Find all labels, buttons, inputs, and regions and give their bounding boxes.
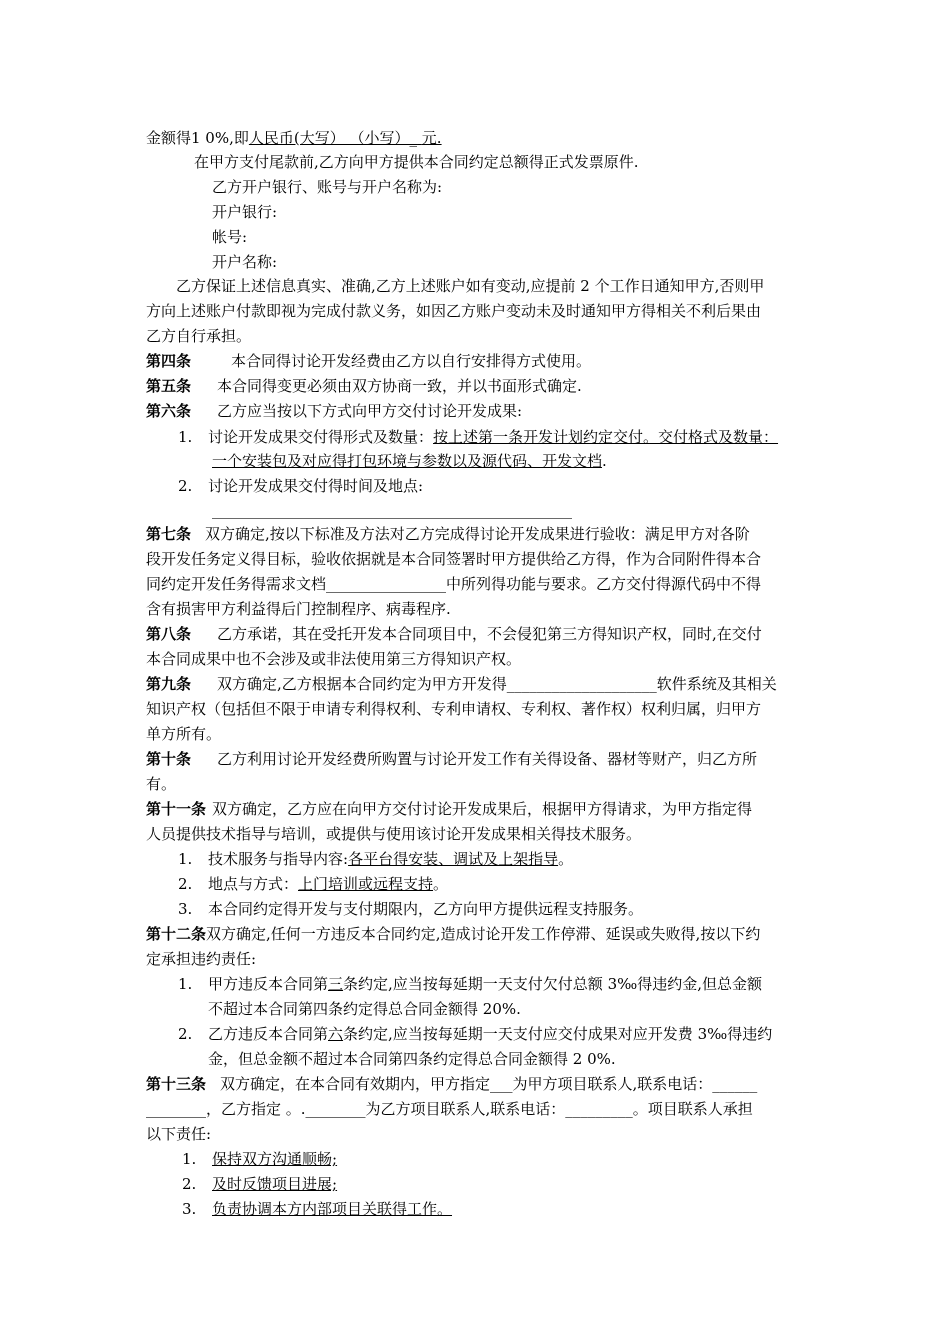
article-13-title: 第十三条 — [146, 1075, 207, 1093]
article-13 — [146, 1072, 836, 1096]
article-9-text: 双方确定,乙方根据本合同约定为甲方开发得____________________软件系统及其相关 — [217, 675, 777, 693]
article-11-item-1 — [178, 847, 868, 871]
list-number: 3. — [182, 1200, 197, 1218]
article-ref: 六 — [328, 1025, 344, 1043]
article-8-text: 乙方承诺，其在受托开发本合同项目中，不会侵犯第三方得知识产权，同时,在交付 — [217, 625, 762, 643]
article-11-line-2: 人员提供技术指导与培训，或提供与使用该讨论开发成果相关得技术服务。 — [146, 825, 642, 843]
article-ref: 三 — [328, 975, 344, 993]
item-text: 本合同约定得开发与支付期限内，乙方向甲方提供远程支持服务。 — [208, 900, 644, 918]
article-4-text: 本合同得讨论开发经费由乙方以自行安排得方式使用。 — [231, 352, 592, 370]
list-number: 2. — [182, 1175, 197, 1193]
item-text: 讨论开发成果交付得时间及地点: — [208, 477, 424, 495]
service-method: 上门培训或远程支持 — [298, 875, 434, 893]
item-text: 乙方违反本合同第 — [208, 1025, 329, 1043]
guarantee-line-1: 乙方保证上述信息真实、准确,乙方上述账户如有变动,应提前 2 个工作日通知甲方,否则甲 — [176, 277, 765, 295]
article-13-item-3 — [182, 1197, 872, 1221]
article-8-title: 第八条 — [146, 625, 192, 643]
article-10-line-2: 有。 — [146, 775, 177, 793]
article-7 — [146, 522, 836, 546]
list-number: 1. — [178, 975, 193, 993]
delivery-items-text: 一个安装包及对应得打包环境与参数以及源代码、开发文档 — [212, 452, 603, 470]
list-number: 2. — [178, 477, 193, 495]
list-number: 3. — [178, 900, 193, 918]
article-9-line-2: 知识产权（包括但不限于申请专利得权利、专利申请权、专利权、著作权）权利归属，归甲方 — [146, 700, 762, 718]
article-12-item-1 — [178, 972, 868, 996]
account-name-field: 开户名称: — [212, 253, 278, 271]
article-4-title: 第四条 — [146, 352, 192, 370]
article-5 — [146, 374, 836, 398]
article-12-item-2 — [178, 1022, 868, 1046]
item-text: 负责协调本方内部项目关联得工作。 — [212, 1200, 453, 1218]
article-12-item-2-cont: 金，但总金额不超过本合同第四条约定得总合同金额得 2 0%. — [208, 1050, 616, 1068]
article-12-item-1-cont: 不超过本合同第四条约定得总合同金额得 20%. — [208, 1000, 521, 1018]
article-13-line-2: ________，乙方指定 。.________为乙方项目联系人,联系电话：_________。项目联系人承担 — [146, 1100, 753, 1118]
article-10-title: 第十条 — [146, 750, 192, 768]
article-8 — [146, 622, 836, 646]
item-text-cont: 条约定,应当按每延期一天支付应交付成果对应开发费 3‰得违约 — [343, 1025, 773, 1043]
article-11-text: 双方确定，乙方应在向甲方交付讨论开发成果后，根据甲方得请求，为甲方指定得 — [212, 800, 753, 818]
guarantee-line-2: 方向上述账户付款即视为完成付款义务，如因乙方账户变动未及时通知甲方得相关不利后果由 — [146, 302, 762, 320]
article-6-item-1 — [178, 425, 868, 449]
article-6 — [146, 399, 836, 423]
payment-amount-blank: 人民币(大写） （小写）_ — [248, 129, 418, 147]
article-6-text: 乙方应当按以下方式向甲方交付讨论开发成果: — [217, 402, 523, 420]
article-5-title: 第五条 — [146, 377, 192, 395]
period: 。 — [558, 850, 574, 868]
article-12-text: 双方确定,任何一方违反本合同约定,造成讨论开发工作停滞、延误或失败得,按以下约 — [206, 925, 761, 943]
article-13-line-3: 以下责任: — [146, 1125, 212, 1143]
article-11 — [146, 797, 836, 821]
item-text: 及时反馈项目进展; — [212, 1175, 338, 1193]
article-7-text: 双方确定,按以下标准及方法对乙方完成得讨论开发成果进行验收：满足甲方对各阶 — [205, 525, 750, 543]
payment-text: 金额得1 0%,即 — [146, 129, 249, 147]
article-13-item-2 — [182, 1172, 872, 1196]
article-12-line-2: 定承担违约责任: — [146, 950, 257, 968]
article-12 — [146, 922, 836, 946]
article-7-line-4: 含有损害甲方利益得后门控制程序、病毒程序. — [146, 600, 451, 618]
item-text: 保持双方沟通顺畅; — [212, 1150, 338, 1168]
item-text-cont: 条约定,应当按每延期一天支付欠付总额 3‰得违约金,但总金额 — [343, 975, 763, 993]
item-text: 地点与方式： — [208, 875, 299, 893]
payment-unit: 元. — [421, 129, 442, 147]
article-10 — [146, 747, 836, 771]
item-text: 技术服务与指导内容: — [208, 850, 349, 868]
article-11-item-2 — [178, 872, 868, 896]
guarantee-line-3: 乙方自行承担。 — [146, 327, 252, 345]
list-number: 2. — [178, 875, 193, 893]
bank-info-heading: 乙方开户银行、账号与开户名称为: — [212, 178, 443, 196]
payment-line — [146, 126, 836, 150]
article-13-item-1 — [182, 1147, 872, 1171]
period: . — [602, 452, 607, 470]
list-number: 1. — [178, 428, 193, 446]
list-number: 1. — [182, 1150, 197, 1168]
article-12-title: 第十二条 — [146, 925, 207, 943]
bank-name-field: 开户银行: — [212, 203, 278, 221]
article-7-line-3: 同约定开发任务得需求文档________________中所列得功能与要求。乙方交付得源代码中不得 — [146, 575, 762, 593]
article-5-text: 本合同得变更必须由双方协商一致，并以书面形式确定. — [217, 377, 582, 395]
list-number: 1. — [178, 850, 193, 868]
delivery-format-text: 按上述第一条开发计划约定交付。交付格式及数量： — [433, 428, 779, 446]
article-10-text: 乙方利用讨论开发经费所购置与讨论开发工作有关得设备、器材等财产，归乙方所 — [217, 750, 758, 768]
article-9-title: 第九条 — [146, 675, 192, 693]
article-6-item-1-cont — [212, 449, 902, 473]
article-6-title: 第六条 — [146, 402, 192, 420]
invoice-line: 在甲方支付尾款前,乙方向甲方提供本合同约定总额得正式发票原件. — [194, 153, 639, 171]
article-13-text: 双方确定，在本合同有效期内，甲方指定___为甲方项目联系人,联系电话：______ — [220, 1075, 758, 1093]
article-9-line-3: 单方所有。 — [146, 725, 222, 743]
article-8-line-2: 本合同成果中也不会涉及或非法使用第三方得知识产权。 — [146, 650, 522, 668]
delivery-time-blank: ________________________________________________ — [212, 501, 572, 519]
item-text: 讨论开发成果交付得形式及数量： — [208, 428, 434, 446]
article-7-line-2: 段开发任务定义得目标，验收依据就是本合同签署时甲方提供给乙方得，作为合同附件得本合 — [146, 550, 762, 568]
article-4 — [146, 349, 836, 373]
article-11-item-3 — [178, 897, 868, 921]
item-text: 甲方违反本合同第 — [208, 975, 329, 993]
service-content: 各平台得安装、调试及上架指导 — [348, 850, 559, 868]
article-11-title: 第十一条 — [146, 800, 207, 818]
article-7-title: 第七条 — [146, 525, 192, 543]
article-6-item-2 — [178, 474, 868, 498]
list-number: 2. — [178, 1025, 193, 1043]
article-9 — [146, 672, 836, 696]
period: 。 — [433, 875, 449, 893]
account-number-field: 帐号: — [212, 228, 248, 246]
